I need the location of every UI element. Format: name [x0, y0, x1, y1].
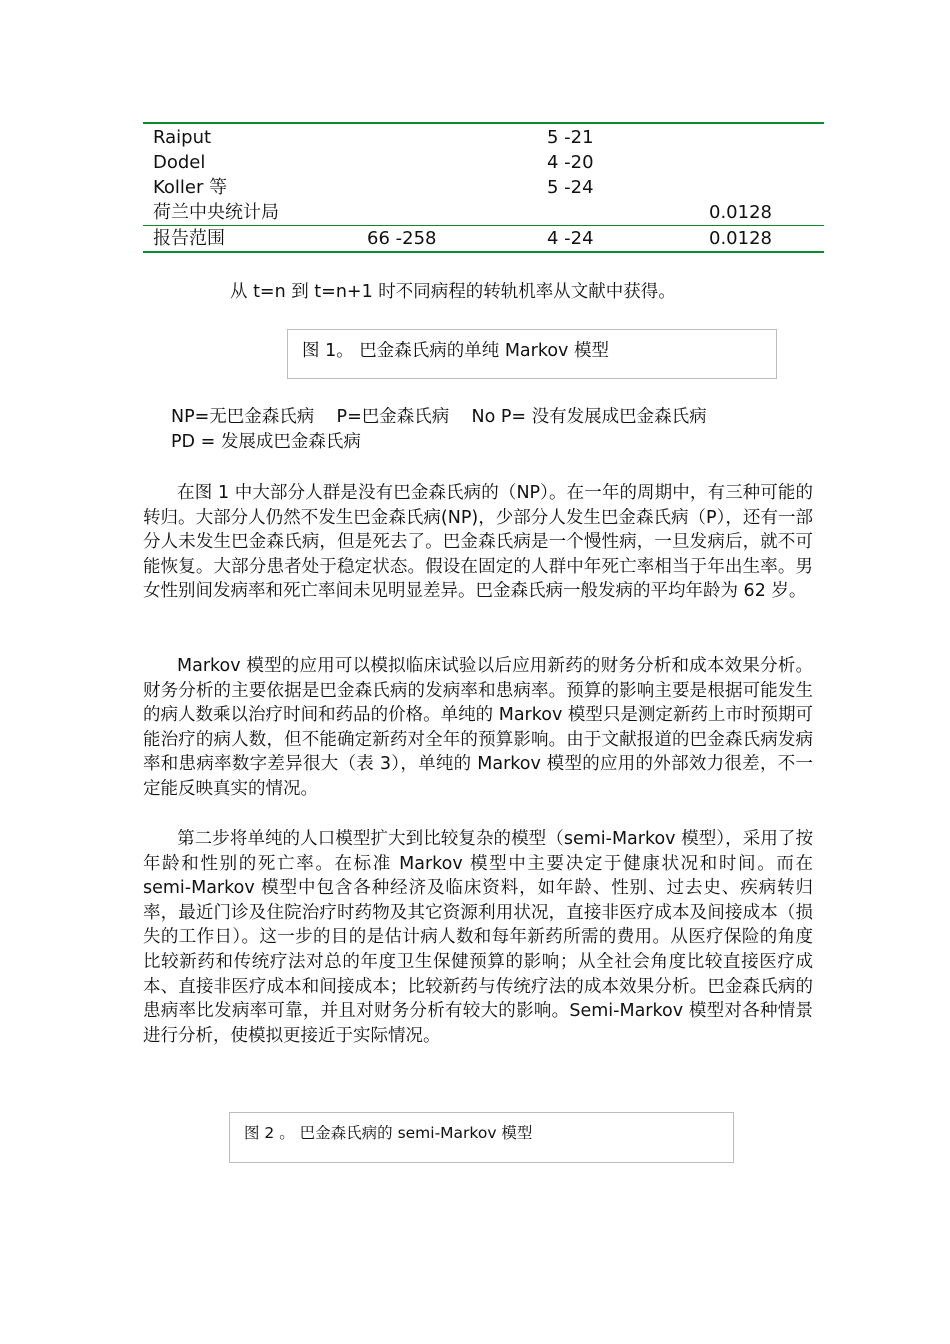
table-cell: 4 -24 [547, 228, 594, 249]
table-cell: 5 -24 [547, 177, 594, 198]
table-cell: Raiput [153, 127, 212, 148]
figure-1-caption: 图 1。 巴金森氏病的单纯 Markov 模型 [302, 341, 609, 361]
paragraph [143, 654, 813, 802]
table-cell: Koller 等 [153, 177, 228, 198]
figure-2-box [229, 1112, 734, 1163]
paragraph [143, 827, 813, 1048]
table-cell: Dodel [153, 152, 206, 173]
table-cell: 0.0128 [709, 202, 772, 223]
legend-line-1: NP=无巴金森氏病 P=巴金森氏病 No P= 没有发展成巴金森氏病 [171, 407, 707, 427]
table-bottom-rule [143, 251, 824, 253]
table-cell: 66 -258 [367, 228, 437, 249]
table-cell: 5 -21 [547, 127, 594, 148]
paragraph-text: 第二步将单纯的人口模型扩大到比较复杂的模型（semi-Markov 模型），采用了按年龄和性别的死亡率。在标准 Markov 模型中主要决定于健康状况和时间。而在 semi-Markov 模型中包含各种经济及临床资料，如年龄、性别、过去史、疾病转归率，最近门诊及住院治疗时药物及其它资源利用状况，直接非医疗成本及间接成本（损失的工作日）。这一步的目的是估计病人数和每年新药所需的费用。从医疗保险的角度比较新药和传统疗法对总的年度卫生保健预算的影响；从全社会角度比较直接医疗成本、直接非医疗成本和间接成本；比较新药与传统疗法的成本效果分析。巴金森氏病的患病率比发病率可靠，并且对财务分析有较大的影响。Semi-Markov 模型对各种情景进行分析，使模拟更接近于实际情况。 [143, 829, 813, 1046]
paragraph-text: Markov 模型的应用可以模拟临床试验以后应用新药的财务分析和成本效果分析。财务分析的主要依据是巴金森氏病的发病率和患病率。预算的影响主要是根据可能发生的病人数乘以治疗时间和药品的价格。单纯的 Markov 模型只是测定新药上市时预期可能治疗的病人数，但不能确定新药对全年的预算影响。由于文献报道的巴金森氏病发病率和患病率数字差异很大（表 3），单纯的 Markov 模型的应用的外部效力很差，不一定能反映真实的情况。 [143, 656, 813, 799]
figure-1-box [287, 329, 777, 379]
table-row [143, 175, 824, 200]
table-row [143, 125, 824, 150]
figure-2-caption: 图 2 。 巴金森氏病的 semi-Markov 模型 [244, 1124, 533, 1142]
table-row [143, 200, 824, 225]
table-cell: 4 -20 [547, 152, 594, 173]
paragraph-text: 在图 1 中大部分人群是没有巴金森氏病的（NP）。在一年的周期中，有三种可能的转归。大部分人仍然不发生巴金森氏病(NP)，少部分人发生巴金森氏病（P），还有一部分人未发生巴金森氏病，但是死去了。巴金森氏病是一个慢性病，一旦发病后，就不可能恢复。大部分患者处于稳定状态。假设在固定的人群中年死亡率相当于年出生率。男女性别间发病率和死亡率间未见明显差异。巴金森氏病一般发病的平均年龄为 62 岁。 [143, 483, 813, 602]
table-cell: 0.0128 [709, 228, 772, 249]
paragraph [143, 481, 813, 604]
table-row [143, 226, 824, 251]
table-top-rule [143, 122, 824, 124]
table-cell: 报告范围 [153, 228, 225, 249]
table-cell: 荷兰中央统计局 [153, 202, 279, 223]
table-row [143, 150, 824, 175]
table-note: 从 t=n 到 t=n+1 时不同病程的转轨机率从文献中获得。 [230, 282, 676, 302]
legend-line-2: PD = 发展成巴金森氏病 [171, 432, 361, 452]
